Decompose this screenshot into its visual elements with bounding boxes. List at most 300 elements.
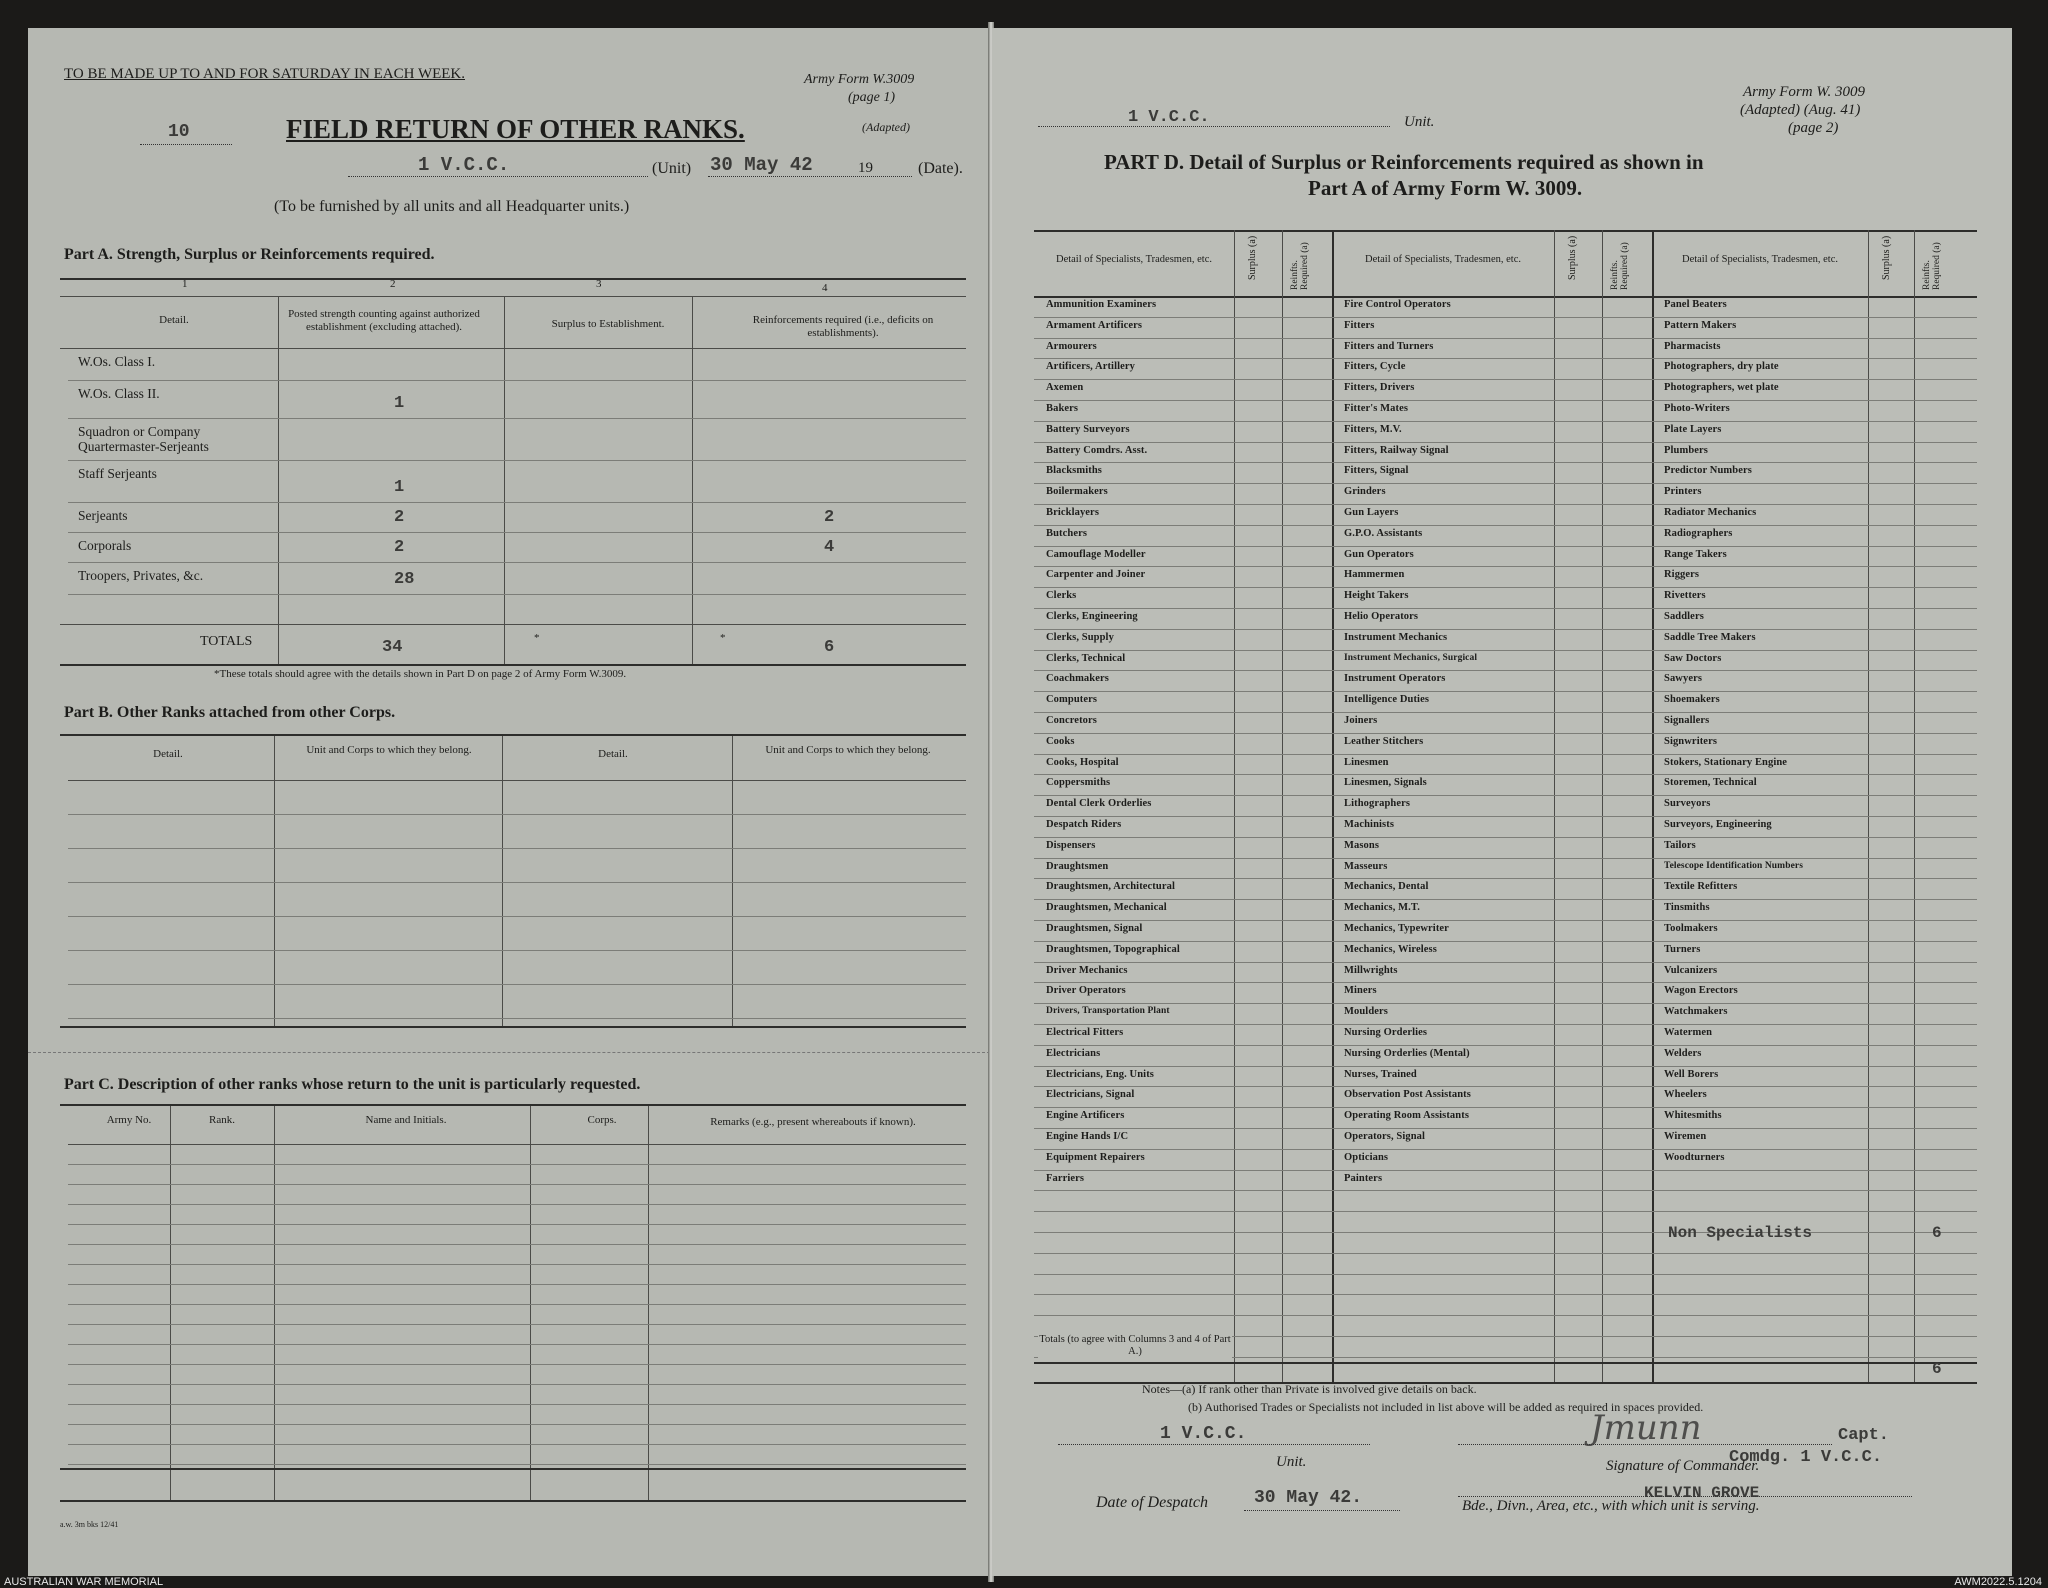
part-c-row-rule [68,1244,966,1245]
part-d-trade-label: Draughtsmen, Topographical [1046,943,1180,955]
part-b-row-rule [68,882,966,883]
part-c-col-header: Name and Initials. [365,1114,447,1126]
part-d-trade-label: Nurses, Trained [1344,1068,1417,1080]
part-d-col-divider [1914,230,1915,1382]
part-c-col-divider [274,1106,275,1500]
part-c-row-rule [68,1204,966,1205]
part-d-row-rule [1034,608,1977,609]
part-a-totals-rule [60,624,966,625]
part-b-col-header: Unit and Corps to which they belong. [306,744,472,756]
part-d-trade-label: Electricians, Signal [1046,1089,1135,1101]
part-c-col-header: Remarks (e.g., present whereabouts if known). [710,1116,916,1128]
part-d-trade-label: Axemen [1046,382,1084,394]
part-d-trade-label: Blacksmiths [1046,465,1102,477]
unit-label: (Unit) [652,160,692,177]
part-d-row-rule [1034,442,1977,443]
page2-form-page: (page 2) [1788,120,1839,136]
part-d-col-header-surplus: Surplus (a) [1567,235,1578,280]
part-d-trade-label: Watchmakers [1664,1006,1728,1018]
part-d-trade-label: Cooks [1046,735,1075,747]
part-d-trade-label: Masons [1344,839,1380,851]
part-d-trade-label: Height Takers [1344,590,1409,602]
part-d-trade-label: Welders [1664,1047,1702,1059]
part-d-trade-label: Moulders [1344,1006,1388,1018]
bde-label: Bde., Divn., Area, etc., with which unit is serving. [1462,1498,1760,1514]
part-d-row-rule [1034,982,1977,983]
part-d-row-rule [1034,837,1977,838]
part-d-row-rule [1034,941,1977,942]
part-d-trade-label: Radiographers [1664,527,1733,539]
part-d-row-rule [1034,1232,1977,1233]
part-a-totals-label: TOTALS [200,634,253,649]
part-c-row-rule [68,1424,966,1425]
part-d-trade-label: Bricklayers [1046,507,1100,518]
part-d-row-rule [1034,1045,1977,1046]
part-d-row-rule [1034,317,1977,318]
part-d-trade-label: Mechanics, Typewriter [1344,923,1449,934]
part-a-row-reinf: 4 [824,538,835,557]
part-a-footnote: *These totals should agree with the details shown in Part D on page 2 of Army Form W.3009. [214,668,627,680]
part-a-totals-reinf-mark: * [720,632,726,644]
part-d-row-rule [1034,1066,1977,1067]
part-d-col-header-reinf: Reinfts. Required (a) [1922,242,1942,290]
part-a-row-detail: Squadron or Company Quartermaster-Serjeants [78,424,209,454]
part-d-row-rule [1034,1086,1977,1087]
part-d-trade-label: Linesmen [1344,756,1389,768]
part-c-col-header: Rank. [209,1114,235,1126]
part-d-trade-label: Saw Doctors [1664,652,1722,664]
bde-value: KELVIN GROVE [1644,1484,1760,1502]
part-d-trade-label: Millwrights [1344,964,1398,976]
signature-rank: Capt. [1838,1426,1890,1445]
part-a-totals-posted: 34 [382,638,403,657]
part-b-row-rule [68,1018,966,1019]
part-d-title-line1: PART D. Detail of Surplus or Reinforcements required as shown in [1104,150,1704,174]
form-title: FIELD RETURN OF OTHER RANKS. [286,114,745,144]
part-d-trade-label: Instrument Operators [1344,673,1446,685]
part-b-row-rule [68,950,966,951]
part-d-trade-label: Electricians, Eng. Units [1046,1068,1154,1080]
part-d-row-rule [1034,816,1977,817]
part-d-trade-label: Predictor Numbers [1664,465,1752,477]
part-a-totals-reinf: 6 [824,638,835,657]
part-d-trade-label: Concretors [1046,715,1097,726]
page2-form-adapted: (Adapted) (Aug. 41) [1740,102,1861,118]
part-d-top-rule [1034,230,1977,232]
part-d-trade-label: Riggers [1664,569,1700,581]
part-a-row-detail: Troopers, Privates, &c. [78,568,204,583]
part-d-trade-label: Drivers, Transportation Plant [1046,1006,1170,1017]
part-a-col-header: Surplus to Establishment. [551,318,665,330]
part-d-totals-reinf: 6 [1932,1360,1942,1378]
part-d-trade-label: Photographers, wet plate [1664,382,1779,394]
part-a-col-number: 1 [182,278,188,290]
page2-unit-value: 1 V.C.C. [1128,108,1210,127]
signature-unit-label: Unit. [1276,1454,1307,1470]
part-d-trade-label: Draughtsmen, Architectural [1046,881,1175,893]
part-d-trade-label: Miners [1344,985,1377,997]
form-adapted: (Adapted) [862,120,910,134]
part-a-row-posted: 2 [394,508,405,527]
part-c-row-rule [68,1364,966,1365]
part-d-trade-label: Tailors [1664,839,1696,851]
signature-comdg: Comdg. 1 V.C.C. [1729,1448,1883,1467]
part-d-trade-label: G.P.O. Assistants [1344,527,1423,539]
part-d-trade-label: Saddle Tree Makers [1664,631,1756,643]
part-d-col-header-detail: Detail of Specialists, Tradesmen, etc. [1681,254,1838,265]
part-a-col-number: 3 [596,278,602,290]
part-d-trade-label: Coachmakers [1046,673,1109,685]
part-a-row-rule [68,460,966,461]
part-d-trade-label: Clerks [1046,590,1077,602]
part-c-row-rule [68,1344,966,1345]
part-d-trade-label: Surveyors [1664,798,1711,810]
part-d-trade-label: Vulcanizers [1664,964,1718,976]
part-d-trade-label: Operating Room Assistants [1344,1110,1470,1122]
part-a-row-rule [68,502,966,503]
part-d-row-rule [1034,1253,1977,1254]
part-a-heading: Part A. Strength, Surplus or Reinforcements required. [64,246,435,263]
part-d-trade-label: Draughtsmen [1046,860,1109,872]
part-a-col-number: 4 [822,282,828,294]
part-a-row-posted: 2 [394,538,405,557]
part-d-trade-label: Turners [1664,943,1701,955]
part-d-row-rule [1034,774,1977,775]
part-d-trade-label: Operators, Signal [1344,1131,1426,1142]
part-d-col-header-reinf: Reinfts. Required (a) [1610,242,1630,290]
part-d-trade-label: Stokers, Stationary Engine [1664,756,1788,768]
part-d-row-rule [1034,504,1977,505]
part-d-trade-label: Battery Surveyors [1046,423,1130,435]
part-d-trade-label: Linesmen, Signals [1344,777,1427,789]
part-d-title-line2: Part A of Army Form W. 3009. [1308,176,1583,200]
part-a-row-detail: Staff Serjeants [78,466,157,481]
part-d-trade-label: Dispensers [1046,839,1096,851]
part-d-col-header-surplus: Surplus (a) [1247,235,1258,280]
part-d-trade-label: Plate Layers [1664,423,1722,435]
part-d-trade-label: Pharmacists [1664,340,1721,352]
part-d-trade-label: Mechanics, Wireless [1344,943,1437,955]
part-d-col-divider [1234,230,1235,1382]
part-c-col-header: Army No. [106,1114,152,1126]
part-d-trade-label: Rivetters [1664,590,1706,602]
part-b-row-rule [68,984,966,985]
part-d-trade-label: Lithographers [1344,798,1411,810]
header-note: TO BE MADE UP TO AND FOR SATURDAY IN EACH WEEK. [64,66,466,82]
part-d-trade-label: Printers [1664,486,1702,498]
part-d-row-rule [1034,1170,1977,1171]
part-d-row-rule [1034,1107,1977,1108]
part-d-trade-label: Radiator Mechanics [1664,507,1757,518]
part-c-row-rule [68,1164,966,1165]
date-value: 30 May 42 [710,154,813,176]
part-d-trade-label: Engine Hands I/C [1046,1131,1129,1142]
part-d-col-divider [1868,230,1869,1382]
signature-label: Signature of Commander. [1606,1458,1760,1474]
part-d-col-header-surplus: Surplus (a) [1881,235,1892,280]
despatch-value: 30 May 42. [1254,1488,1363,1508]
part-d-trade-label: Storemen, Technical [1664,777,1757,789]
form-number: Army Form W.3009 [804,72,915,87]
bde-line [1458,1496,1912,1497]
part-d-col-divider [1602,230,1603,1382]
part-d-trade-label: Watermen [1664,1027,1713,1038]
part-a-col-header: Reinforcements required (i.e., deficits on establishments). [752,314,934,339]
date-line [708,176,912,177]
part-a-col-divider [504,296,505,664]
part-d-trade-label: Clerks, Engineering [1046,611,1138,622]
part-d-trade-label: Carpenter and Joiner [1046,569,1146,581]
part-d-trade-label: Fitter's Mates [1344,403,1409,414]
footer-institution: AUSTRALIAN WAR MEMORIAL [4,1576,164,1588]
part-c-col-divider [530,1106,531,1500]
part-c-row-rule [68,1384,966,1385]
part-a-bottom-rule [60,664,966,666]
non-specialists-reinf: 6 [1932,1224,1942,1242]
part-d-row-rule [1034,712,1977,713]
part-c-row-rule [68,1184,966,1185]
part-d-trade-label: Instrument Mechanics [1344,631,1448,643]
part-d-row-rule [1034,962,1977,963]
part-a-row-rule [68,380,966,381]
notes-b: (b) Authorised Trades or Specialists not included in list above will be added as required in spaces provided. [1188,1400,1704,1414]
part-d-trade-label: Machinists [1344,819,1395,830]
part-a-number-rule [60,296,966,297]
commander-signature: Jmunn [1590,1408,1702,1448]
part-d-totals-top-rule [1034,1362,1977,1364]
part-b-top-rule [60,734,966,736]
part-d-row-rule [1034,1128,1977,1129]
furnish-note: (To be furnished by all units and all Headquarter units.) [274,198,630,215]
part-b-row-rule [68,814,966,815]
unit-value: 1 V.C.C. [418,154,510,176]
part-a-header-rule [60,348,966,349]
part-b-row-rule [68,916,966,917]
part-d-trade-label: Wagon Erectors [1664,985,1738,997]
part-a-totals-surplus-mark: * [534,632,540,644]
part-d-trade-label: Fitters, Railway Signal [1344,444,1449,456]
part-d-row-rule [1034,858,1977,859]
part-d-row-rule [1034,1274,1977,1275]
part-d-col-divider [1282,230,1283,1382]
part-d-row-rule [1034,1190,1977,1191]
part-d-trade-label: Clerks, Technical [1046,652,1126,664]
part-c-col-header: Corps. [587,1114,617,1126]
part-d-trade-label: Fitters [1344,319,1375,331]
part-d-trade-label: Boilermakers [1046,486,1108,498]
part-d-col-divider [1554,230,1555,1382]
part-c-bottom-rule [60,1500,966,1502]
part-d-trade-label: Armourers [1046,340,1097,352]
signature-line [1458,1444,1832,1445]
part-a-row-reinf: 2 [824,508,835,527]
part-d-trade-label: Leather Stitchers [1344,735,1424,747]
part-d-trade-label: Plumbers [1664,444,1708,456]
part-a-row-rule [68,532,966,533]
part-d-trade-label: Signallers [1664,715,1710,726]
part-d-row-rule [1034,1315,1977,1316]
form-page: (page 1) [848,90,896,105]
part-d-row-rule [1034,483,1977,484]
part-d-header-rule [1034,296,1977,298]
part-d-trade-label: Bakers [1046,403,1079,414]
part-d-row-rule [1034,629,1977,630]
page2-unit-line [1038,126,1390,127]
part-d-trade-label: Woodturners [1664,1151,1725,1163]
part-d-totals-label: Totals (to agree with Columns 3 and 4 of Part A.) [1039,1334,1231,1357]
part-d-trade-label: Painters [1344,1172,1383,1184]
footer-accession: AWM2022.5.1204 [1954,1576,2042,1588]
part-d-row-rule [1034,650,1977,651]
part-d-row-rule [1034,400,1977,401]
part-c-row-rule [68,1324,966,1325]
part-a-col-divider [278,296,279,664]
part-d-row-rule [1034,1024,1977,1025]
part-d-row-rule [1034,338,1977,339]
part-b-header-rule [68,780,966,781]
part-a-row-rule [68,594,966,595]
part-c-header-rule [68,1144,966,1145]
part-a-row-detail: W.Os. Class I. [78,354,156,369]
part-d-trade-label: Fitters, Cycle [1344,361,1406,373]
part-d-trade-label: Armament Artificers [1046,319,1143,331]
part-d-trade-label: Toolmakers [1664,923,1718,934]
part-d-trade-label: Range Takers [1664,548,1727,560]
signature-unit-value: 1 V.C.C. [1160,1424,1247,1444]
part-d-trade-label: Textile Refitters [1664,881,1738,893]
part-d-trade-label: Computers [1046,694,1098,706]
part-d-row-rule [1034,1211,1977,1212]
part-d-col-header-reinf: Reinfts. Required (a) [1290,242,1310,290]
part-d-trade-label: Wheelers [1664,1089,1707,1101]
part-d-trade-label: Instrument Mechanics, Surgical [1344,652,1478,663]
part-b-col-header: Detail. [598,748,628,760]
despatch-label: Date of Despatch [1096,1494,1208,1511]
part-d-row-rule [1034,691,1977,692]
right-page [992,28,2012,1576]
part-d-row-rule [1034,1294,1977,1295]
part-d-row-rule [1034,525,1977,526]
page2-unit-label: Unit. [1404,114,1435,130]
part-d-trade-label: Observation Post Assistants [1344,1089,1471,1101]
part-d-row-rule [1034,878,1977,879]
part-d-trade-label: Masseurs [1344,860,1388,872]
part-d-trade-label: Equipment Repairers [1046,1151,1145,1163]
part-c-row-rule [68,1264,966,1265]
part-d-row-rule [1034,899,1977,900]
part-a-row-posted: 1 [394,478,405,497]
part-a-top-rule [60,278,966,280]
part-d-row-rule [1034,587,1977,588]
part-d-trade-label: Electrical Fitters [1046,1027,1124,1038]
despatch-line [1244,1510,1400,1511]
part-d-trade-label: Intelligence Duties [1344,694,1430,706]
part-c-heading: Part C. Description of other ranks whose return to the unit is particularly requested. [64,1076,641,1093]
part-a-row-rule [68,562,966,563]
part-d-trade-label: Shoemakers [1664,694,1720,706]
part-d-trade-label: Well Borers [1664,1068,1719,1080]
part-d-trade-label: Fitters, Drivers [1344,382,1415,394]
part-d-trade-label: Photographers, dry plate [1664,361,1779,373]
part-d-row-rule [1034,379,1977,380]
part-d-trade-label: Driver Mechanics [1046,964,1128,976]
part-d-trade-label: Cooks, Hospital [1046,756,1119,768]
part-d-trade-label: Telescope Identification Numbers [1664,860,1804,871]
serial-line [140,144,232,145]
part-d-row-rule [1034,795,1977,796]
part-d-trade-label: Hammermen [1344,569,1405,581]
part-a-row-detail: Corporals [78,538,132,553]
part-d-row-rule [1034,546,1977,547]
part-a-col-header: Posted strength counting against authorized establishment (excluding attached). [288,308,480,333]
part-d-trade-label: Grinders [1344,486,1386,498]
part-a-col-number: 2 [390,278,396,290]
part-c-row-rule [68,1304,966,1305]
part-d-trade-label: Gun Operators [1344,548,1414,560]
part-d-trade-label: Joiners [1344,715,1378,726]
part-c-row-rule [68,1464,966,1465]
part-d-trade-label: Farriers [1046,1172,1085,1184]
part-b-bottom-rule [60,1026,966,1028]
part-a-row-posted: 28 [394,570,415,589]
part-d-trade-label: Wiremen [1664,1131,1707,1142]
part-d-trade-label: Artificers, Artillery [1046,361,1135,373]
date-label: (Date). [918,160,963,177]
part-d-trade-label: Camouflage Modeller [1046,548,1146,560]
part-d-trade-label: Nursing Orderlies (Mental) [1344,1047,1470,1059]
part-d-trade-label: Dental Clerk Orderlies [1046,798,1152,810]
part-d-trade-label: Panel Beaters [1664,299,1727,310]
part-d-row-rule [1034,733,1977,734]
part-d-trade-label: Despatch Riders [1046,819,1122,830]
part-d-trade-label: Coppersmiths [1046,777,1111,789]
part-d-trade-label: Pattern Makers [1664,319,1737,331]
non-specialists-label: Non Specialists [1668,1224,1813,1242]
part-d-trade-label: Gun Layers [1344,507,1399,518]
part-d-trade-label: Draughtsmen, Signal [1046,923,1143,934]
part-d-trade-label: Surveyors, Engineering [1664,819,1772,830]
part-d-trade-label: Draughtsmen, Mechanical [1046,902,1167,914]
year-prefix: 19 [858,160,873,176]
part-d-trade-label: Nursing Orderlies [1344,1027,1428,1038]
part-d-row-rule [1034,670,1977,671]
part-b-col-header: Detail. [153,748,183,760]
part-d-trade-label: Saddlers [1664,611,1704,622]
part-d-row-rule [1034,421,1977,422]
part-d-trade-label: Helio Operators [1344,611,1419,622]
part-d-trade-label: Electricians [1046,1047,1101,1059]
perforation-line [28,1052,990,1053]
notes-a: Notes—(a) If rank other than Private is involved give details on back. [1142,1382,1477,1396]
part-d-trade-label: Fitters, Signal [1344,465,1409,477]
part-d-trade-label: Tinsmiths [1664,902,1710,914]
part-d-trade-label: Photo-Writers [1664,403,1730,414]
part-c-rule [60,1468,966,1470]
part-d-col-header-detail: Detail of Specialists, Tradesmen, etc. [1364,254,1521,265]
part-d-trade-label: Sawyers [1664,673,1703,685]
part-b-col-header: Unit and Corps to which they belong. [765,744,931,756]
part-d-row-rule [1034,566,1977,567]
part-a-col-divider [692,296,693,664]
part-d-trade-label: Signwriters [1664,735,1718,747]
part-a-row-rule [68,418,966,419]
part-d-trade-label: Whitesmiths [1664,1110,1722,1122]
part-d-row-rule [1034,462,1977,463]
part-d-trade-label: Opticians [1344,1151,1389,1163]
part-d-trade-label: Mechanics, M.T. [1344,902,1420,914]
left-page [28,28,990,1576]
part-d-trade-label: Fire Control Operators [1344,299,1451,310]
